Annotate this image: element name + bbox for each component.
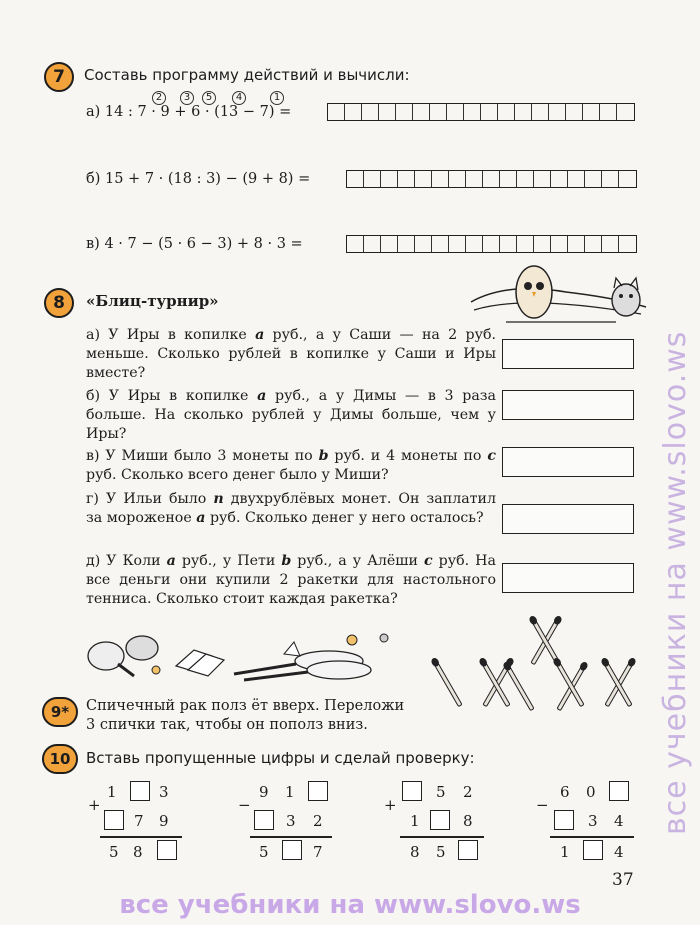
digit: 1 [410,812,420,830]
missing-digit-box[interactable] [104,810,124,830]
row-expression: 14 : 7 · 9 + 6 · (13 − 7) = [104,104,292,120]
sum-line [100,836,182,838]
answer-cell[interactable] [447,104,464,120]
task-10-number: 10 [42,744,78,774]
missing-digit-box[interactable] [130,781,150,801]
problem-text: г) У Ильи было n двухрублёвых монет. Он заплатил за мороженое a руб. Сколько денег у него осталось? [86,491,497,526]
row-label: а) [86,104,101,120]
problem-c [86,447,496,485]
answer-box-b[interactable] [502,390,634,420]
digit: 5 [109,843,119,861]
match [433,661,462,707]
answer-cell[interactable] [328,104,345,120]
answer-cell[interactable] [602,236,619,252]
sports-illustration [84,626,414,686]
difference-line [250,836,332,838]
task-7-row-a [86,104,291,120]
answer-box-e[interactable] [502,563,634,593]
digit: 4 [614,843,624,861]
answer-cell[interactable] [602,171,619,187]
missing-digit-box[interactable] [308,781,328,801]
digit: 5 [436,843,446,861]
operator: + [384,796,397,814]
digit: 8 [410,843,420,861]
answer-box-c[interactable] [502,447,634,477]
answer-cell[interactable] [568,236,585,252]
answer-cell[interactable] [413,104,430,120]
digit: 6 [560,783,570,801]
problem-e [86,552,496,609]
missing-digit-box[interactable] [458,840,478,860]
answer-cell[interactable] [432,236,449,252]
answer-cell[interactable] [619,236,636,252]
watermark-vertical: все учебники на www.slovo.ws [658,330,693,835]
digit: 8 [133,843,143,861]
answer-cell[interactable] [619,171,636,187]
answer-cell[interactable] [498,104,515,120]
task-7-row-b [86,171,310,187]
answer-cell[interactable] [432,171,449,187]
task-9-number: 9* [42,697,78,727]
answer-cell[interactable] [381,236,398,252]
problem-b [86,387,496,444]
answer-cell[interactable] [568,171,585,187]
answer-cell[interactable] [347,236,364,252]
task-7-heading: Составь программу действий и вычисли: [84,66,410,84]
task-7-row-c [86,236,303,252]
answer-cell[interactable] [600,104,617,120]
operator: + [88,796,101,814]
answer-cell[interactable] [517,236,534,252]
answer-cell[interactable] [430,104,447,120]
order-mark: 4 [232,91,246,105]
missing-digit-box[interactable] [402,781,422,801]
problem-text: а) У Иры в копилке a руб., а у Саши — на 2 руб. меньше. Сколько рублей в копилке у Саши и Иры вместе? [86,327,496,381]
row-expression: 15 + 7 · (18 : 3) − (9 + 8) = [105,171,311,187]
task-7-number: 7 [44,62,74,92]
answer-box-d[interactable] [502,504,634,534]
row-label: б) [86,171,101,187]
answer-cell[interactable] [347,171,364,187]
digit: 1 [560,843,570,861]
digit: 7 [134,812,144,830]
answer-cell[interactable] [551,171,568,187]
digit: 1 [107,783,117,801]
problem-text: д) У Коли a руб., у Пети b руб., а у Алёши c руб. На все деньги они купили 2 ракетки для настольного тенниса. Сколько стоит каждая ракетка? [86,553,496,607]
answer-cell[interactable] [500,236,517,252]
digit: 2 [313,812,323,830]
answer-cells[interactable] [346,170,637,188]
missing-digit-box[interactable] [583,840,603,860]
task-8-heading: «Блиц-турнир» [86,292,219,310]
missing-digit-box[interactable] [282,840,302,860]
answer-cell[interactable] [364,236,381,252]
task-9-text-line2: 3 спички так, чтобы он пополз вниз. [86,717,368,733]
answer-cell[interactable] [345,104,362,120]
row-expression: 4 · 7 − (5 · 6 − 3) + 8 · 3 = [104,236,303,252]
answer-cell[interactable] [481,104,498,120]
answer-cell[interactable] [583,104,600,120]
answer-cell[interactable] [362,104,379,120]
answer-cell[interactable] [415,171,432,187]
operator: − [536,796,549,814]
answer-cell[interactable] [396,104,413,120]
sum-line [400,836,484,838]
page-number: 37 [612,870,634,890]
watermark-bottom: все учебники на www.slovo.ws [119,890,581,920]
row-label: в) [86,236,100,252]
digit: 0 [586,783,596,801]
missing-digit-box[interactable] [430,810,450,830]
digit: 9 [259,783,269,801]
digit: 5 [436,783,446,801]
answer-cell[interactable] [466,171,483,187]
task-8-number: 8 [44,288,74,318]
problem-text: в) У Миши было 3 монеты по b руб. и 4 монеты по c руб. Сколько всего денег было у Миши? [86,448,496,483]
missing-digit-box[interactable] [554,810,574,830]
matchstick-puzzle [430,620,650,730]
answer-cell[interactable] [398,171,415,187]
answer-cell[interactable] [534,236,551,252]
digit: 8 [463,812,473,830]
missing-digit-box[interactable] [157,840,177,860]
owl-cat-illustration [466,262,656,334]
answer-cell[interactable] [449,236,466,252]
problem-a [86,326,496,383]
answer-box-a[interactable] [502,339,634,369]
order-mark: 1 [270,91,284,105]
answer-cell[interactable] [483,171,500,187]
digit: 3 [159,783,169,801]
digit: 3 [286,812,296,830]
digit: 1 [285,783,295,801]
order-mark: 5 [202,91,216,105]
answer-cells[interactable] [346,235,637,253]
task-9-text-line1: Спичечный рак полз ёт вверх. Переложи [86,698,405,714]
digit: 4 [614,812,624,830]
answer-cell[interactable] [500,171,517,187]
answer-cell[interactable] [532,104,549,120]
answer-cell[interactable] [398,236,415,252]
answer-cell[interactable] [549,104,566,120]
order-mark: 3 [180,91,194,105]
answer-cell[interactable] [364,171,381,187]
digit: 5 [259,843,269,861]
answer-cell[interactable] [379,104,396,120]
answer-cell[interactable] [415,236,432,252]
answer-cell[interactable] [449,171,466,187]
answer-cell[interactable] [534,171,551,187]
answer-cell[interactable] [585,236,602,252]
answer-cell[interactable] [566,104,583,120]
operator: − [238,796,251,814]
missing-digit-box[interactable] [609,781,629,801]
answer-cell[interactable] [381,171,398,187]
answer-cells[interactable] [327,103,635,121]
answer-cell[interactable] [551,236,568,252]
answer-cell[interactable] [466,236,483,252]
order-mark: 2 [152,91,166,105]
answer-cell[interactable] [617,104,634,120]
answer-cell[interactable] [464,104,481,120]
task-10-heading: Вставь пропущенные цифры и сделай проверку: [86,749,475,767]
difference-line [550,836,634,838]
digit: 3 [588,812,598,830]
problem-d [86,490,496,528]
problem-text: б) У Иры в копилке a руб., а у Димы — в 3 раза больше. На сколько рублей у Димы больше, чем у Иры? [86,388,496,442]
answer-cell[interactable] [483,236,500,252]
digit: 9 [159,812,169,830]
answer-cell[interactable] [517,171,534,187]
answer-cell[interactable] [585,171,602,187]
digit: 2 [463,783,473,801]
digit: 7 [313,843,323,861]
answer-cell[interactable] [515,104,532,120]
missing-digit-box[interactable] [254,810,274,830]
